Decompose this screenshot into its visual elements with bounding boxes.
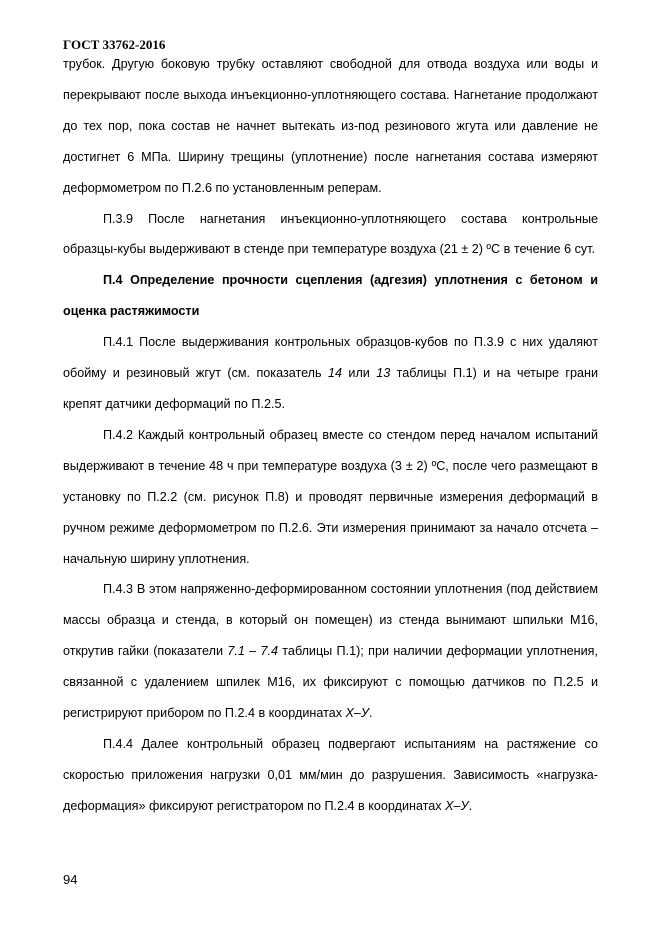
italic-reference: 7.1 – 7.4 <box>227 644 278 659</box>
italic-reference: 14 <box>327 366 342 381</box>
paragraph-p-4-3: П.4.3 В этом напряженно-деформированном состоянии уплотнения (под действием массы образца и стенда, в который он помещен) из стенда вынимают шпильки М16, открутив гайки (показатели 7.1 – 7.4 таблицы П.1); при наличии деформации уплотнения, связанной с удалением шпилек М16, их фиксируют с помощью датчиков по П.2.5 и регистрируют прибором по П.2.4 в координатах Х–У. <box>63 582 598 721</box>
document-code-header: ГОСТ 33762-2016 <box>63 37 166 52</box>
italic-reference: Х–У <box>345 706 369 721</box>
italic-reference: Х–У <box>445 798 469 813</box>
paragraph-p-4-4: П.4.4 Далее контрольный образец подвергают испытаниям на растяжение со скоростью приложения нагрузки 0,01 мм/мин до разрушения. Зависимость «нагрузка-деформация» фиксируют регистратором по П.2.4 в координатах Х–У. <box>63 736 598 813</box>
document-body <box>63 49 598 822</box>
paragraph-p-4-heading: П.4 Определение прочности сцепления (адгезия) уплотнения с бетоном и оценка растяжимости <box>63 273 598 319</box>
page-number: 94 <box>63 872 78 887</box>
paragraph-p-3-9: П.3.9 После нагнетания инъекционно-уплотняющего состава контрольные образцы-кубы выдерживают в стенде при температуре воздуха (21 ± 2) ºС в течение 6 сут. <box>63 211 598 257</box>
paragraph-p-4-1: П.4.1 После выдерживания контрольных образцов-кубов по П.3.9 с них удаляют обойму и резиновый жгут (см. показатель 14 или 13 таблицы П.1) и на четыре грани крепят датчики деформаций по П.2.5. <box>63 335 598 411</box>
paragraph-p-4-2: П.4.2 Каждый контрольный образец вместе со стендом перед началом испытаний выдерживают в течение 48 ч при температуре воздуха (3 ± 2) ºС, после чего размещают в установку по П.2.2 (см. рисунок П.8) и проводят первичные измерения деформаций в ручном режиме деформометром по П.2.6. Эти измерения принимают за начало отсчета – начальную ширину уплотнения. <box>63 427 598 566</box>
italic-reference: 13 <box>376 366 391 381</box>
paragraph-p-cont: трубок. Другую боковую трубку оставляют свободной для отвода воздуха или воды и перекрывают после выхода инъекционно-уплотняющего состава. Нагнетание продолжают до тех пор, пока состав не начнет вытекать из-под резинового жгута или давление не достигнет 6 МПа. Ширину трещины (уплотнение) после нагнетания состава измеряют деформометром по П.2.6 по установленным реперам. <box>63 57 598 195</box>
